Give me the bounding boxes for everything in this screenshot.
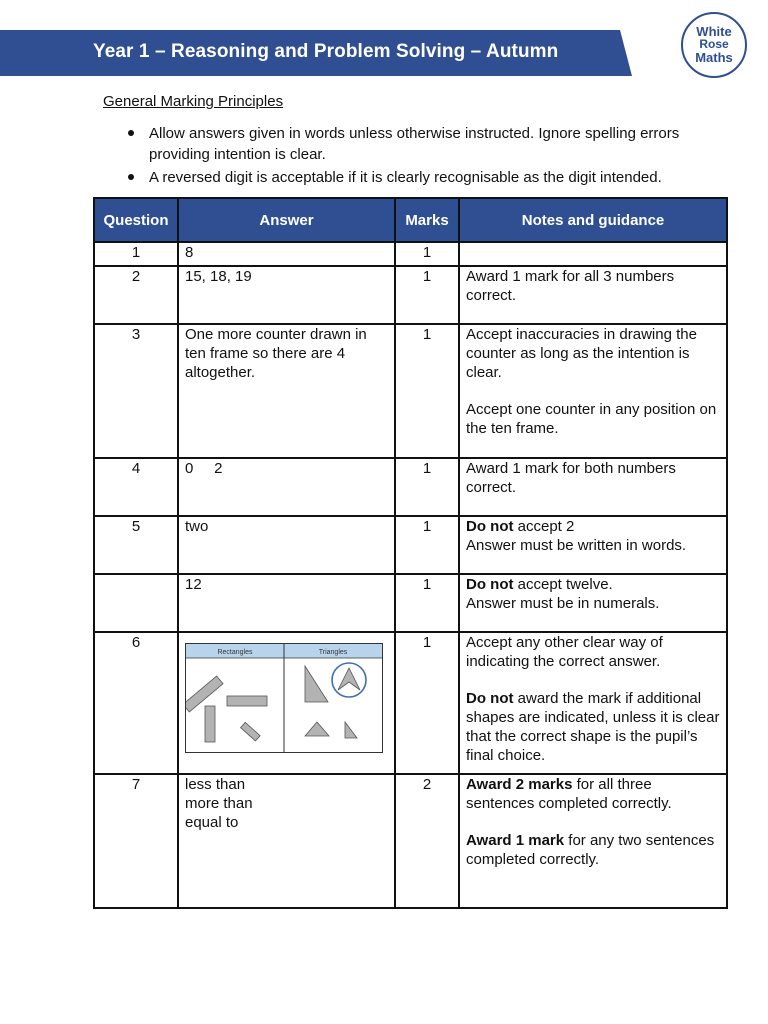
answer-line: more than: [185, 795, 253, 812]
question-number: 2: [94, 266, 178, 324]
rectangle-shape: [186, 676, 223, 712]
marks-cell: 1: [395, 458, 459, 516]
logo-line-1: White: [696, 24, 732, 39]
note-text-rest: accept 2: [513, 518, 575, 535]
answer-cell: [178, 774, 395, 908]
principles-list: [124, 123, 724, 190]
rectangle-shape: [241, 722, 261, 741]
page-title: Year 1 – Reasoning and Problem Solving – Autumn: [93, 41, 559, 62]
answer-cell: [178, 632, 395, 774]
marks-cell: 2: [395, 774, 459, 908]
triangle-shape: [305, 666, 328, 702]
notes-cell: [459, 324, 727, 458]
note-text-rest: award the mark if additional shapes are indicated, unless it is clear that the correct shape is the pupil’s final choice.: [466, 690, 720, 764]
logo-line-2: Rose: [699, 37, 729, 51]
answer-cell: 15, 18, 19: [178, 266, 395, 324]
notes-cell: [459, 242, 727, 266]
logo-line-3: Maths: [695, 50, 733, 65]
question-number: [94, 574, 178, 632]
notes-cell: [459, 774, 727, 908]
question-number: 5: [94, 516, 178, 574]
marks-cell: 1: [395, 242, 459, 266]
question-number: 1: [94, 242, 178, 266]
table-row: [94, 242, 727, 266]
table-row: [94, 632, 727, 774]
question-number: 4: [94, 458, 178, 516]
answer-cell: 8: [178, 242, 395, 266]
header-answer: Answer: [178, 198, 395, 242]
note-text: Accept any other clear way of indicating the correct answer.: [466, 634, 663, 670]
principle-item: Allow answers given in words unless otherwise instructed. Ignore spelling errors providing intention is clear.: [124, 123, 724, 165]
triangle-shape: [345, 722, 357, 738]
note-text: [466, 775, 720, 813]
table-row: [94, 266, 727, 324]
question-number: 6: [94, 632, 178, 774]
note-emphasis: Do not: [466, 518, 514, 535]
note-text: Accept one counter in any position on the ten frame.: [466, 401, 717, 437]
rectangles-label: Rectangles: [217, 649, 253, 656]
note-emphasis: Award 1 mark: [466, 832, 565, 849]
triangle-shape: [338, 668, 360, 690]
header-notes: Notes and guidance: [459, 198, 727, 242]
answer-line: less than: [185, 776, 246, 793]
answer-cell: 0 2: [178, 458, 395, 516]
notes-cell: [459, 458, 727, 516]
note-text: Answer must be in numerals.: [466, 595, 660, 612]
answer-cell: 12: [178, 574, 395, 632]
note-text: Award 1 mark for both numbers correct.: [466, 460, 676, 496]
table-row: [94, 458, 727, 516]
notes-cell: [459, 574, 727, 632]
notes-cell: [459, 266, 727, 324]
notes-cell: [459, 632, 727, 774]
question-number: 3: [94, 324, 178, 458]
rectangle-shape: [205, 706, 215, 742]
shape-sorting-svg: [186, 644, 382, 752]
marks-cell: 1: [395, 632, 459, 774]
shape-sorting-diagram: [185, 643, 383, 753]
question-number: 7: [94, 774, 178, 908]
note-text: [466, 517, 720, 536]
white-rose-maths-logo: [681, 12, 747, 78]
note-text: [466, 689, 720, 765]
answer-line: equal to: [185, 814, 239, 831]
note-text: Award 1 mark for all 3 numbers correct.: [466, 268, 675, 304]
note-text: [466, 831, 720, 869]
table-row: [94, 774, 727, 908]
table-row: [94, 574, 727, 632]
principle-item: A reversed digit is acceptable if it is clearly recognisable as the digit intended.: [124, 167, 724, 188]
header-marks: Marks: [395, 198, 459, 242]
mark-scheme-table: [93, 197, 728, 909]
note-text: Accept inaccuracies in drawing the counter as long as the intention is clear.: [466, 326, 697, 381]
table-row: [94, 324, 727, 458]
marks-cell: 1: [395, 266, 459, 324]
table-row: [94, 516, 727, 574]
marks-cell: 1: [395, 516, 459, 574]
note-text-rest: for any two sentences completed correctly.: [466, 832, 715, 868]
table-header-row: [94, 198, 727, 242]
note-text-rest: accept twelve.: [513, 576, 613, 593]
principles-heading: General Marking Principles: [103, 93, 284, 110]
answer-cell: One more counter drawn in ten frame so there are 4 altogether.: [178, 324, 395, 458]
note-text-rest: for all three sentences completed correctly.: [466, 776, 672, 812]
marks-cell: 1: [395, 324, 459, 458]
note-text: [466, 575, 720, 594]
rectangle-shape: [227, 696, 267, 706]
answer-cell: two: [178, 516, 395, 574]
notes-cell: [459, 516, 727, 574]
note-emphasis: Do not: [466, 576, 514, 593]
header-question: Question: [94, 198, 178, 242]
note-text: Answer must be written in words.: [466, 537, 687, 554]
triangles-label: Triangles: [318, 649, 348, 656]
note-emphasis: Award 2 marks: [466, 776, 573, 793]
note-emphasis: Do not: [466, 690, 514, 707]
marks-cell: 1: [395, 574, 459, 632]
triangle-shape: [305, 722, 329, 736]
